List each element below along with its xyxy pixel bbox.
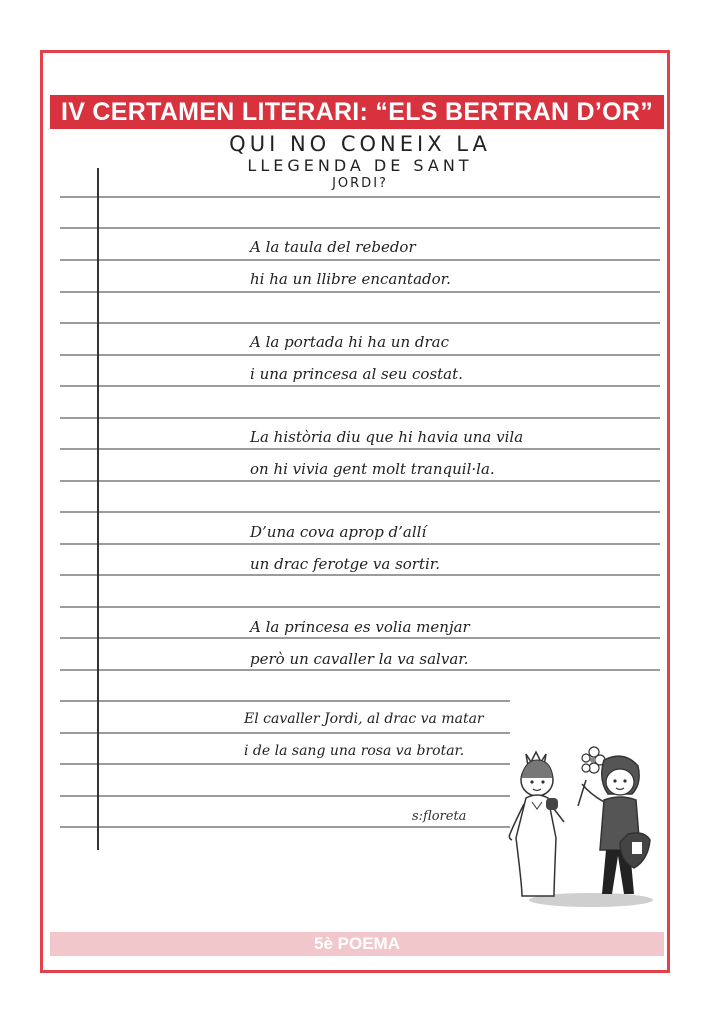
poem-title-line-3: JORDI? (332, 176, 388, 191)
verse-line: El cavaller Jordi, al drac va matar (244, 711, 484, 727)
verse-line: A la princesa es volia menjar (250, 618, 470, 636)
verse-line: hi ha un llibre encantador. (250, 270, 451, 288)
verse-line: D’una cova aprop d’allí (250, 523, 427, 541)
verse-line: on hi vivia gent molt tranquil·la. (250, 460, 495, 478)
verse-line: i una princesa al seu costat. (250, 365, 463, 383)
signature: s:floreta (412, 809, 467, 824)
contest-banner: IV CERTAMEN LITERARI: “ELS BERTRAN D’OR” (50, 95, 664, 129)
verse-line: A la portada hi ha un drac (250, 333, 449, 351)
verse-line: A la taula del rebedor (250, 238, 416, 256)
princess-figure (509, 752, 564, 896)
knight-figure (582, 756, 650, 894)
poem-title-line-1: QUI NO CONEIX LA (229, 132, 491, 156)
princess-and-knight-illustration (506, 740, 656, 910)
flower-icon (578, 747, 605, 806)
verse-line: La història diu que hi havia una vila (250, 428, 524, 446)
verse-line: i de la sang una rosa va brotar. (244, 743, 465, 759)
poem-number-footer: 5è POEMA (50, 932, 664, 956)
verse-line: però un cavaller la va salvar. (250, 650, 469, 668)
poem-title-line-2: LLEGENDA DE SANT (247, 156, 473, 175)
verse-line: un drac ferotge va sortir. (250, 555, 441, 573)
